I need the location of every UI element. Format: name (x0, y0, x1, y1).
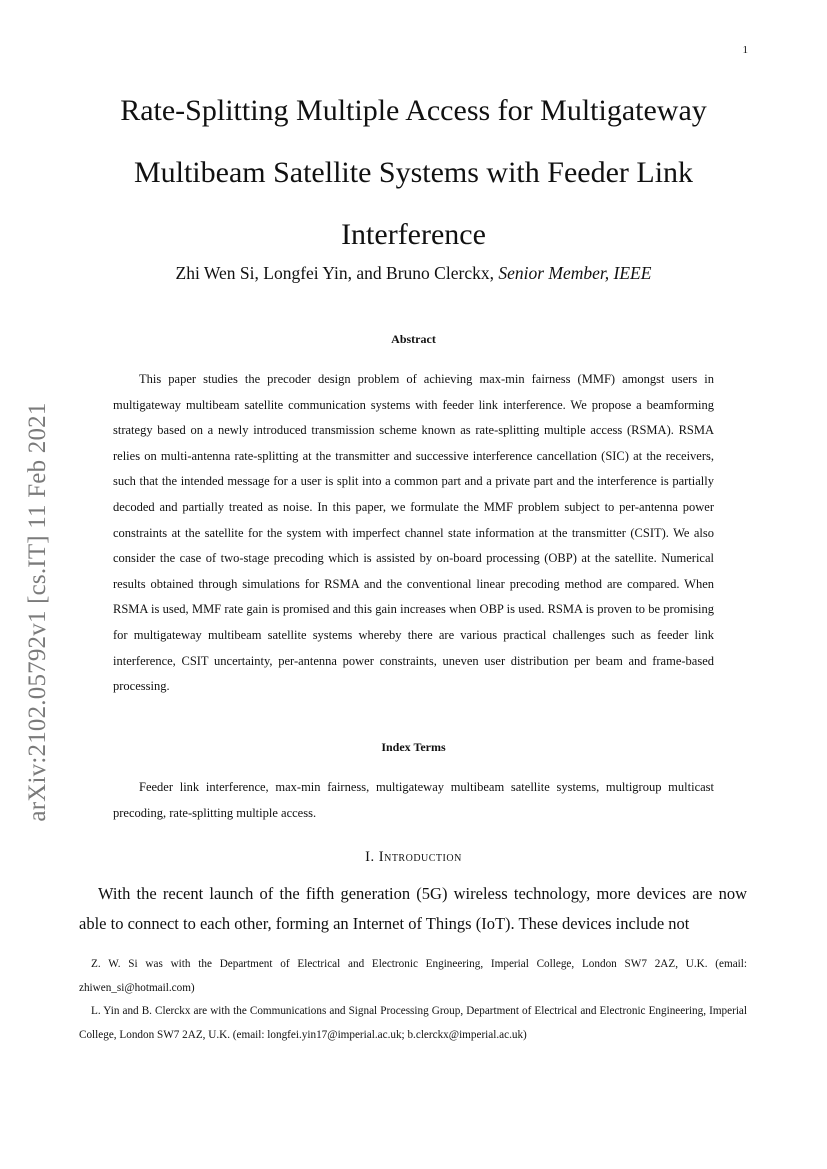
index-terms-heading: Index Terms (381, 740, 446, 754)
author-line (60, 263, 767, 284)
section-title: Introduction (378, 849, 462, 865)
page-number: 1 (742, 44, 748, 56)
index-terms-text: Feeder link interference, max-min fairness, multigateway multibeam satellite systems, multigroup multicast precoding, rate-splitting multiple access. (113, 780, 714, 820)
section-heading-introduction (0, 849, 827, 866)
author-membership: Senior Member, IEEE (498, 263, 652, 283)
footnote-si: Z. W. Si was with the Department of Electrical and Electronic Engineering, Imperial College, London SW7 2AZ, U.K. (email: zhiwen_si@hotmail.com) (79, 958, 747, 994)
author-names: Zhi Wen Si, Longfei Yin, and Bruno Clerckx, (175, 263, 494, 283)
section-number: I. (365, 849, 375, 865)
footnotes (79, 953, 747, 1047)
abstract-heading: Abstract (391, 332, 436, 346)
footnote-yin-clerckx: L. Yin and B. Clerckx are with the Communications and Signal Processing Group, Department of Electrical and Electronic Engineering, Imperial College, London SW7 2AZ, U.K. (email: longfei.yin17@imperial.ac.uk; b.clerckx@imperial.ac.uk) (79, 1005, 747, 1041)
introduction-paragraph: With the recent launch of the fifth generation (5G) wireless technology, more devices are now able to connect to each other, forming an Internet of Things (IoT). These devices include not (79, 884, 747, 933)
paper-title: Rate-Splitting Multiple Access for Multigateway Multibeam Satellite Systems with Feeder Link Interference (120, 94, 707, 251)
abstract-text: This paper studies the precoder design problem of achieving max-min fairness (MMF) amongst users in multigateway multibeam satellite communication systems with feeder link interference. We propose a beamforming strategy based on a newly introduced transmission scheme known as rate-splitting multiple access (RSMA). RSMA relies on multi-antenna rate-splitting at the transmitter and successive interference cancellation (SIC) at the receivers, such that the intended message for a user is split into a common part and a private part and the interference is partially decoded and partially treated as noise. In this paper, we formulate the MMF problem subject to per-antenna power constraints at the satellite for the system with imperfect channel state information at the transmitter (CSIT). We also consider the case of two-stage precoding which is assisted by on-board processing (OBP) at the satellite. Numerical results obtained through simulations for RSMA and the conventional linear precoding method are compared. When RSMA is used, MMF rate gain is promised and this gain increases when OBP is used. RSMA is proven to be promising for multigateway multibeam satellite systems whereby there are various practical challenges such as feeder link interference, CSIT uncertainty, per-antenna power constraints, uneven user distribution per beam and frame-based processing. (113, 372, 714, 694)
arxiv-identifier: arXiv:2102.05792v1 [cs.IT] 11 Feb 2021 (24, 402, 51, 822)
